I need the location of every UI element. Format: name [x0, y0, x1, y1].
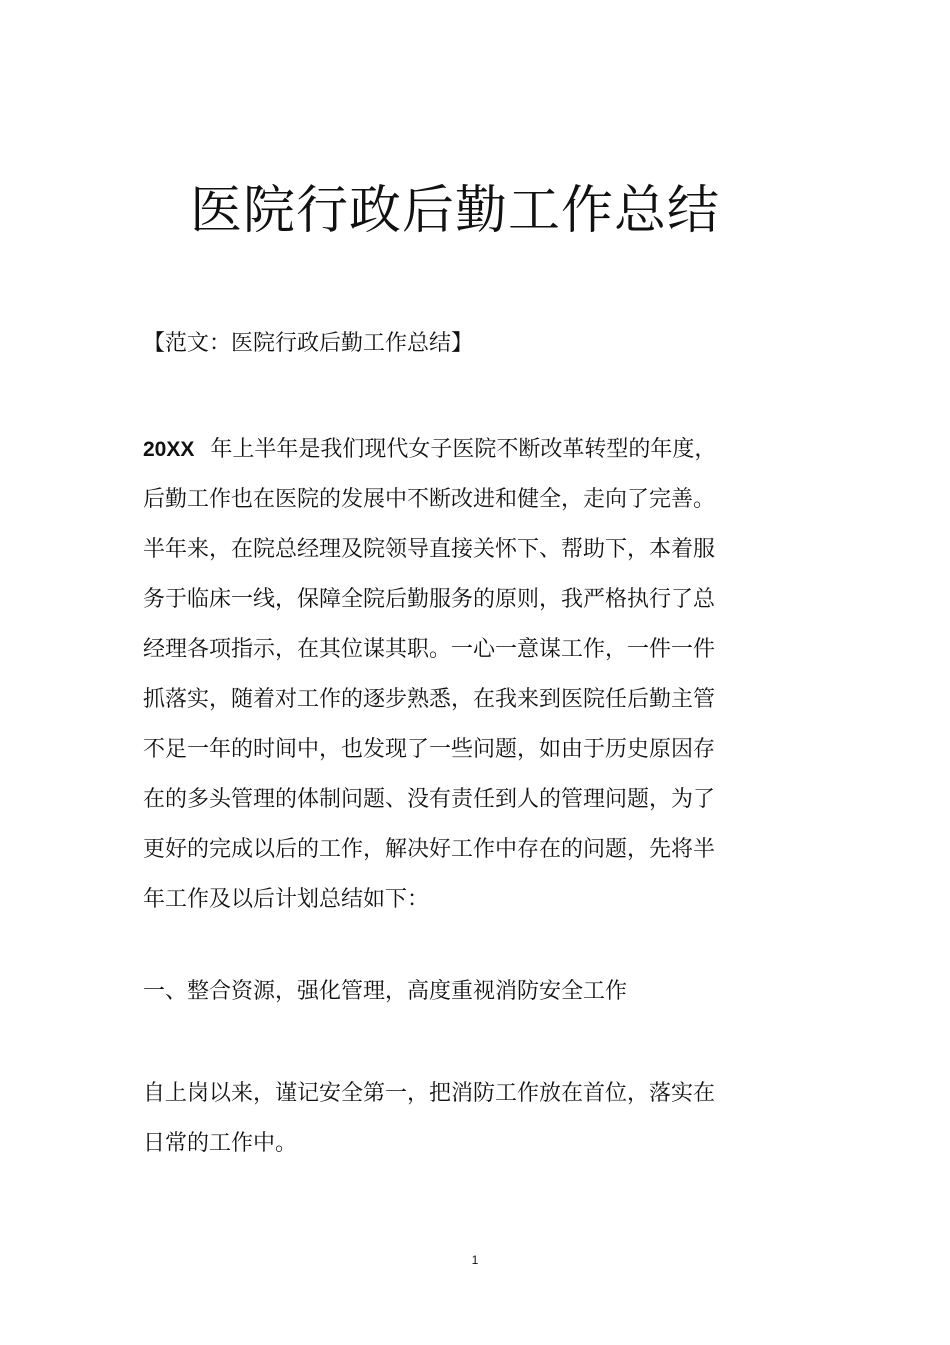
- intro-line: 不足一年的时间中，也发现了一些问题，如由于历史原因存: [143, 737, 716, 762]
- intro-line: 务于临床一线，保障全院后勤服务的原则，我严格执行了总: [143, 587, 716, 612]
- intro-line: 抓落实，随着对工作的逐步熟悉，在我来到医院任后勤主管: [143, 687, 716, 712]
- intro-line: 半年来，在院总经理及院领导直接关怀下、帮助下，本着服: [143, 537, 716, 562]
- intro-line: 后勤工作也在医院的发展中不断改进和健全，走向了完善。: [143, 487, 716, 512]
- section-paragraph-line: 自上岗以来，谨记安全第一，把消防工作放在首位，落实在: [143, 1081, 716, 1106]
- page-number: 1: [471, 1253, 479, 1267]
- intro-paragraph: [143, 425, 743, 925]
- intro-line: 经理各项指示，在其位谋其职。一心一意谋工作，一件一件: [143, 637, 716, 662]
- section-paragraph-line: 日常的工作中。: [143, 1131, 298, 1156]
- intro-line: [143, 425, 743, 475]
- intro-year: 20XX: [143, 438, 195, 461]
- section-paragraph: [143, 1069, 743, 1169]
- document-title: 医院行政后勤工作总结: [189, 181, 720, 241]
- intro-line: 年工作及以后计划总结如下：: [143, 887, 430, 912]
- intro-first-line-text: 年上半年是我们现代女子医院不断改革转型的年度，: [210, 437, 717, 462]
- intro-line: 更好的完成以后的工作，解决好工作中存在的问题，先将半: [143, 837, 716, 862]
- section-heading: 一、整合资源，强化管理，高度重视消防安全工作: [143, 979, 628, 1004]
- document-subtitle: 【范文：医院行政后勤工作总结】: [143, 331, 474, 356]
- intro-line: 在的多头管理的体制问题、没有责任到人的管理问题，为了: [143, 787, 716, 812]
